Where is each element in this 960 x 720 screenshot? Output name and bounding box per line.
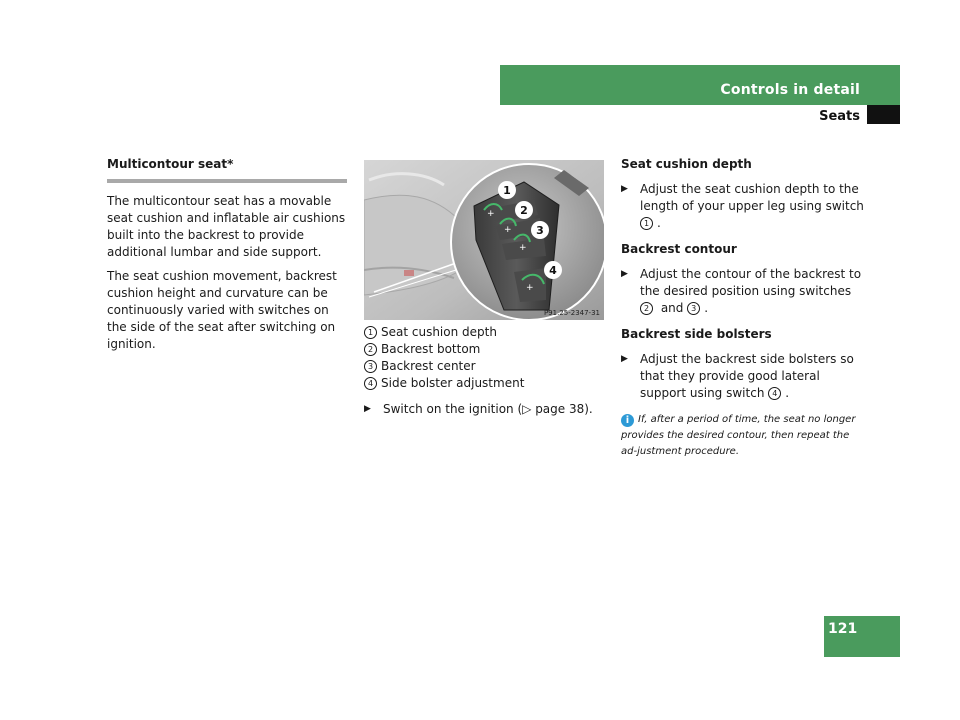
- figure-code: P91.25-2347-31: [543, 309, 600, 317]
- svg-text:4: 4: [549, 264, 557, 277]
- legend-label: Backrest bottom: [381, 342, 481, 356]
- heading-cushion-depth: Seat cushion depth: [621, 157, 752, 171]
- section-heading: Multicontour seat*: [107, 157, 234, 171]
- intro-paragraph: The multicontour seat has a movable seat cushion and inflatable air cushions built into the backrest to provide additional lumbar and side support.: [107, 194, 346, 259]
- detail-paragraph: The seat cushion movement, backrest cushion height and curvature can be continuously varied with switches on the side of the seat after switching on ignition.: [107, 269, 337, 351]
- header-band: [500, 65, 900, 105]
- switch-number: 3: [687, 302, 700, 315]
- legend-label: Backrest center: [381, 359, 476, 373]
- page-number-box: [824, 616, 900, 657]
- triangle-right-icon: ▶: [621, 269, 628, 279]
- seat-switch-illustration: [364, 160, 604, 320]
- switch-number: 1: [640, 217, 653, 230]
- legend-number: 4: [364, 377, 377, 390]
- legend-number: 1: [364, 326, 377, 339]
- legend-item: [364, 341, 609, 358]
- subsection-title: Seats: [819, 109, 860, 124]
- legend-label: Side bolster adjustment: [381, 376, 525, 390]
- info-note: [621, 412, 866, 460]
- note-text: If, after a period of time, the seat no longer provides the desired contour, then repeat the ad-justment procedure.: [621, 414, 856, 457]
- svg-text:+: +: [519, 243, 527, 253]
- header-marker: [867, 105, 900, 124]
- seat-tag: [404, 270, 414, 276]
- heading-side-bolsters: Backrest side bolsters: [621, 327, 772, 341]
- switch-number: 2: [640, 302, 653, 315]
- step-backrest-contour: ▶ Adjust the contour of the backrest to the desired position using switches 2 and 3 .: [621, 267, 862, 315]
- callout-3: [531, 221, 549, 239]
- switch-number: 4: [768, 387, 781, 400]
- svg-text:1: 1: [503, 184, 511, 197]
- heading-backrest-contour: Backrest contour: [621, 242, 737, 256]
- callout-1: [498, 181, 516, 199]
- step-cushion-depth: ▶ Adjust the seat cushion depth to the length of your upper leg using switch 1 .: [621, 182, 864, 230]
- svg-text:+: +: [526, 283, 534, 293]
- legend-item: [364, 324, 609, 341]
- heading-rule: [107, 179, 347, 183]
- right-column: [621, 156, 866, 460]
- callout-2: [515, 201, 533, 219]
- svg-text:+: +: [487, 209, 495, 219]
- legend-item: [364, 375, 609, 392]
- triangle-right-icon: ▶: [621, 354, 628, 364]
- callout-4: [544, 261, 562, 279]
- legend-number: 3: [364, 360, 377, 373]
- step-side-bolsters: ▶ Adjust the backrest side bolsters so that they provide good lateral support using switch 4 .: [621, 352, 854, 400]
- triangle-right-icon: ▶: [364, 404, 371, 414]
- page-ref-arrow-icon: ▷: [522, 402, 532, 416]
- ignition-step: ▶ Switch on the ignition (▷ page 38).: [364, 402, 593, 416]
- seat-switch-figure: [364, 160, 604, 320]
- svg-text:+: +: [504, 225, 512, 235]
- info-icon: i: [621, 414, 634, 427]
- legend-label: Seat cushion depth: [381, 325, 497, 339]
- svg-text:3: 3: [536, 224, 544, 237]
- svg-text:2: 2: [520, 204, 528, 217]
- section-title: Controls in detail: [720, 82, 860, 98]
- middle-column: [364, 324, 609, 427]
- legend-number: 2: [364, 343, 377, 356]
- page-number: 121: [828, 621, 858, 637]
- page-ref-link[interactable]: page 38).: [531, 402, 593, 416]
- legend-item: [364, 358, 609, 375]
- left-column: [107, 156, 352, 360]
- triangle-right-icon: ▶: [621, 184, 628, 194]
